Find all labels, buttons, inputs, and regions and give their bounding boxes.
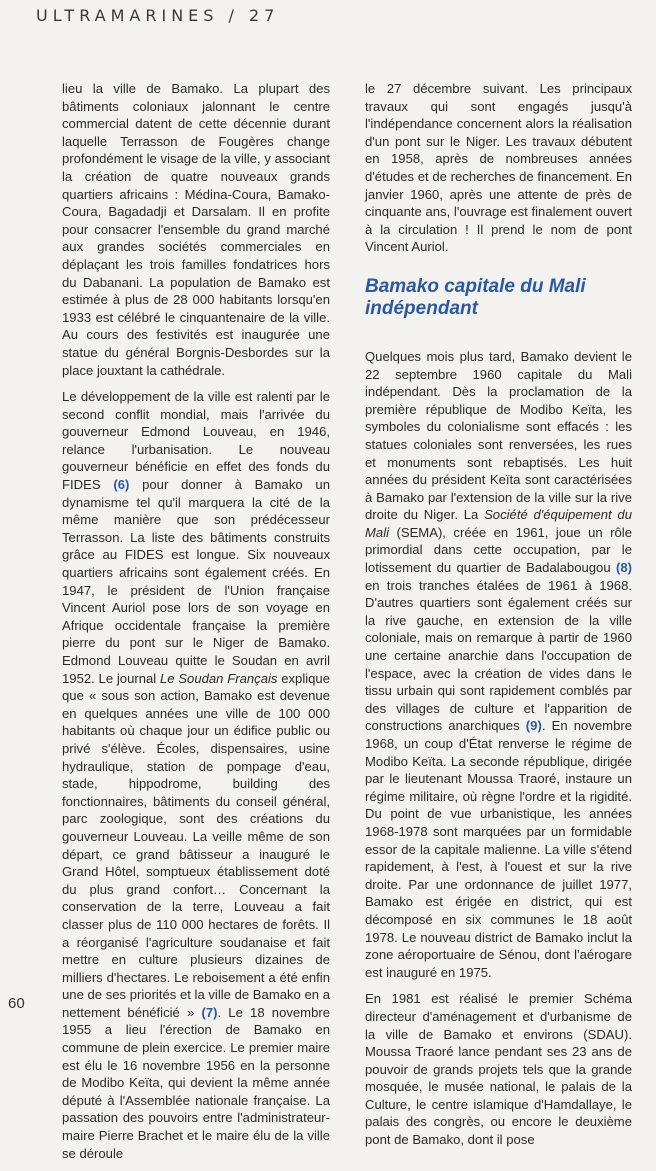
left-column: [62, 80, 330, 1171]
text-run: Quelques mois plus tard, Bamako devient le 22 septembre 1960 capitale du Mali indépendant. Dès la proclamation de la première république de Modibo Keïta, les symboles du colonialisme sont effacés : les statues coloniales sont renversées, les rues et monuments sont rebaptisés. Les huit années du président Keïta sont caractérisées à Bamako par l'extension de la ville sur la rive droite du Niger. La: [365, 348, 632, 523]
paragraph: le 27 décembre suivant. Les principaux travaux qui sont engagés jusqu'à l'indépendance concernent alors la réalisation d'un pont sur le Niger. Les travaux débutent en 1958, après de nombreuses années d'études et de recherches de financement. En janvier 1960, après une attente de près de cinquante ans, l'ouvrage est finalement ouvert à la circulation ! Il prend le nom de pont Vincent Auriol.: [365, 81, 632, 255]
section-heading: Bamako capitale du Mali indépendant: [365, 275, 586, 319]
page-number: 60: [8, 995, 25, 1012]
paragraph: En 1981 est réalisé le premier Schéma directeur d'aménagement et d'urbanisme de la ville de Bamako et environs (SDAU). Moussa Traoré lance pendant ses 23 ans de pouvoir de grands projets tels que la grande mosquée, le musée national, le palais de la Culture, le centre islamique d'Hamdallaye, le palais des congrès, ou encore le deuxième pont de Bamako, dont il pose: [365, 991, 632, 1148]
text-run: en trois tranches étalées de 1961 à 1968. D'autres quartiers sont également créés sur la rive gauche, en extension de la ville coloniale, mais on remarque à partir de 1960 une certaine anarchie dans l'occupation de l'espace, avec la création de vides dans le tissu urbain qui sont rapidement comblés par des villages de culture et l'apparition de constructions anarchiques: [365, 577, 632, 734]
running-header: ULTRAMARINES / 27: [36, 6, 280, 25]
text-run: pour donner à Bamako un dynamisme tel qu'il marquera la cité de la même manière que son prédécesseur Terrasson. La liste des bâtiments construits grâce au FIDES est longue. Six nouveaux quartiers africains sont également créés. En 1947, le président de l'Union française Vincent Auriol pose lors de son voyage en Afrique occidentale française la première pierre du pont sur le Niger de Bamako. Edmond Louveau quitte le Soudan en avril 1952. Le journal: [62, 477, 330, 686]
text-run: . En novembre 1968, un coup d'État renverse le régime de Modibo Keïta. La seconde république, dirigée par le lieutenant Moussa Traoré, instaure un régime militaire, où règne l'ordre et la rigidité. Du point de vue urbanistique, les années 1968-1978 sont marquées par un formidable essor de la capitale malienne. La ville s'étend rapidement, à l'est, à l'ouest et sur la rive droite. Par une ordonnance de juillet 1977, Bamako est érigée en district, qui est décomposé en six communes le 18 août 1978. Le nouveau district de Bamako inclut la zone aéroportuaire de Sénou, dont l'aérogare est inauguré en 1975.: [365, 718, 632, 980]
text-run: . Le 18 novembre 1955 a lieu l'érection de Bamako en commune de plein exercice. Le premier maire est élu le 16 novembre 1956 en la personne de Modibo Keïta, qui devient la même année député à l'Assemblée nationale française. La passation des pouvoirs entre l'administrateur-maire Pierre Brachet et le maire élu de la ville se déroule: [62, 1004, 331, 1161]
text-run: Le développement de la ville est ralenti par le second conflit mondial, mais l'arrivée du gouverneur Edmond Louveau, en 1946, relance l'urbanisation. Le nouveau gouverneur bénéficie en effet des fonds du FIDES: [62, 389, 330, 493]
right-column: [365, 80, 632, 1158]
paragraph: [365, 348, 632, 981]
reference-marker: (6): [113, 477, 130, 493]
organization-name: Société d'équipement du Mali: [365, 507, 632, 540]
paragraph: lieu la ville de Bamako. La plupart des bâtiments coloniaux jalonnant le centre commercial datent de cette décennie durant laquelle Terrasson de Fougères change profondément le visage de la ville, y associant la création de quatre nouveaux grands quartiers africains : Médina-Coura, Bamako-Coura, Bagadadji et Darsalam. Il en profite pour consacrer l'ensemble du grand marché aux grandes sociétés commerciales en déplaçant les trois familles fondatrices hors du Dabanani. La population de Bamako est estimée à plus de 28 000 habitants lorsqu'en 1933 est célébré le cinquantenaire de la ville. Au cours des festivités est inaugurée une statue du général Borgnis-Desbordes sur la place jouxtant la cathédrale.: [62, 81, 330, 378]
reference-marker: (8): [615, 560, 632, 576]
reference-marker: (7): [201, 1004, 218, 1020]
paragraph: [62, 388, 330, 1162]
journal-title: Le Soudan Français: [159, 670, 278, 686]
text-run: explique que « sous son action, Bamako est devenue en quelques années une ville de 100 000 habitants où chaque jour un édifice public ou privé s'élève. Écoles, dispensaires, usine hydraulique, station de pompage d'eau, stade, hippodrome, building des fonctionnaires, bâtiments du conseil général, parc zoologique, sont des créations du gouverneur Louveau. La veille même de son départ, ce grand bâtisseur a inauguré le Grand Hôtel, somptueux établissement doté du plus grand confort… Concernant la conservation de la terre, Louveau a fait classer plus de 110 000 hectares de forêts. Il a réorganisé l'agriculture soudanaise et fait mettre en culture plusieurs dizaines de milliers d'hectares. Le reboisement a été enfin une de ses priorités et la ville de Bamako en a nettement bénéficié »: [62, 670, 330, 1020]
text-run: (SEMA), créée en 1961, joue un rôle primordial dans cette occupation, par le lotissement du quartier de Badalabougou: [365, 524, 632, 576]
reference-marker: (9): [525, 718, 542, 734]
